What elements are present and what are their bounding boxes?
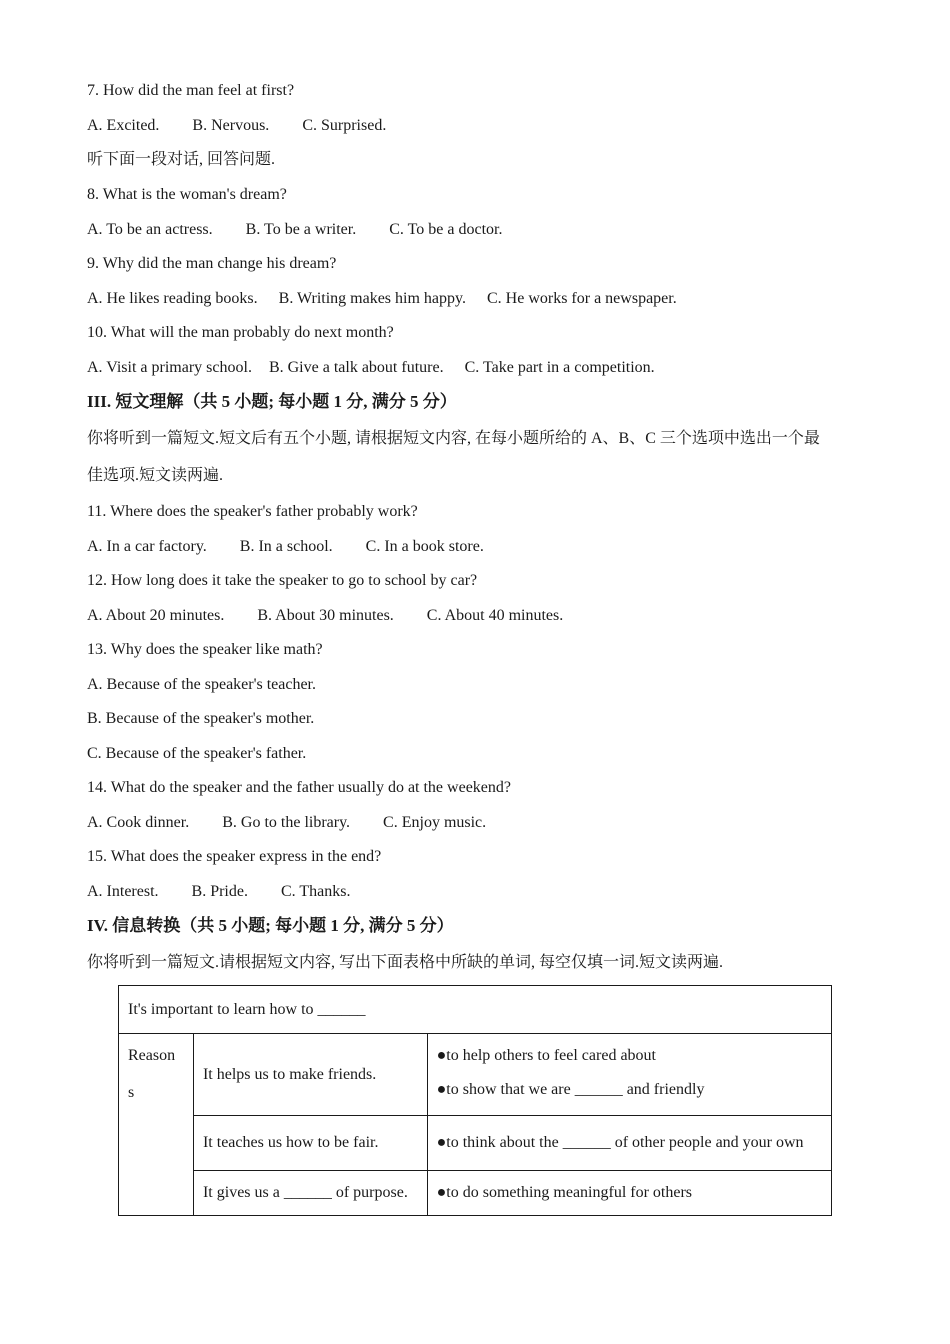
option-b: B. Go to the library. xyxy=(222,814,351,831)
question-10-stem: 10. What will the man probably do next month? xyxy=(87,324,394,341)
table-row xyxy=(119,1171,832,1216)
question-12-options xyxy=(87,606,563,626)
reasons-label-cell xyxy=(119,1034,194,1216)
question-15-stem: 15. What does the speaker express in the end? xyxy=(87,848,382,865)
section-4-instruction: 你将听到一篇短文.请根据短文内容, 写出下面表格中所缺的单词, 每空仅填一词.短文读两遍. xyxy=(87,954,724,971)
question-9-stem: 9. Why did the man change his dream? xyxy=(87,255,337,272)
option-a: A. Cook dinner. xyxy=(87,814,190,831)
option-c: C. Surprised. xyxy=(302,117,387,134)
option-a: A. In a car factory. xyxy=(87,538,207,555)
question-14-options xyxy=(87,813,486,833)
dialog-instruction: 听下面一段对话, 回答问题. xyxy=(87,151,276,168)
reason-cell: It helps us to make friends. xyxy=(193,1034,427,1116)
option-c: C. Enjoy music. xyxy=(383,814,487,831)
section-3-heading: III. 短文理解（共 5 小题; 每小题 1 分, 满分 5 分） xyxy=(87,392,457,411)
option-b: B. About 30 minutes. xyxy=(257,607,394,624)
question-13-option-b: B. Because of the speaker's mother. xyxy=(87,710,315,727)
option-b: B. Writing makes him happy. xyxy=(278,290,466,307)
option-c: C. Take part in a competition. xyxy=(464,359,655,376)
detail-cell xyxy=(427,1171,831,1216)
option-a: A. Excited. xyxy=(87,117,160,134)
option-b: B. In a school. xyxy=(239,538,333,555)
question-15-options xyxy=(87,882,350,902)
table-row xyxy=(119,1116,832,1171)
detail-line: ●to think about the ______ of other people and your own xyxy=(436,1134,804,1151)
table-header-row xyxy=(119,986,832,1034)
section-4-heading: IV. 信息转换（共 5 小题; 每小题 1 分, 满分 5 分） xyxy=(87,916,454,935)
question-13-stem: 13. Why does the speaker like math? xyxy=(87,641,323,658)
question-14-stem: 14. What do the speaker and the father usually do at the weekend? xyxy=(87,779,511,796)
question-13-option-c: C. Because of the speaker's father. xyxy=(87,745,307,762)
section-3-instruction-line2: 佳选项.短文读两遍. xyxy=(87,467,224,484)
table-row xyxy=(119,1034,832,1116)
option-a: A. Interest. xyxy=(87,883,159,900)
reasons-label-line2: s xyxy=(128,1084,135,1101)
reason-cell: It teaches us how to be fair. xyxy=(193,1116,427,1171)
option-a: A. To be an actress. xyxy=(87,221,213,238)
option-c: C. He works for a newspaper. xyxy=(486,290,677,307)
question-10-options xyxy=(87,358,655,378)
question-9-options xyxy=(87,289,677,309)
question-11-stem: 11. Where does the speaker's father probably work? xyxy=(87,503,418,520)
option-a: A. Visit a primary school. xyxy=(87,359,252,376)
option-a: A. He likes reading books. xyxy=(87,290,258,307)
detail-cell xyxy=(427,1034,831,1116)
section-3-instruction-line1: 你将听到一篇短文.短文后有五个小题, 请根据短文内容, 在每小题所给的 A、B、C 三个选项中选出一个最 xyxy=(87,430,820,447)
option-c: C. In a book store. xyxy=(365,538,484,555)
option-c: C. To be a doctor. xyxy=(389,221,503,238)
option-c: C. Thanks. xyxy=(280,883,351,900)
option-a: A. About 20 minutes. xyxy=(87,607,225,624)
question-12-stem: 12. How long does it take the speaker to go to school by car? xyxy=(87,572,478,589)
question-8-stem: 8. What is the woman's dream? xyxy=(87,186,287,203)
reasons-label-line1: Reason xyxy=(128,1047,176,1064)
option-b: B. Nervous. xyxy=(192,117,270,134)
question-7-options xyxy=(87,116,386,136)
information-table xyxy=(118,985,832,1216)
detail-line: ●to show that we are ______ and friendly xyxy=(436,1081,705,1098)
option-b: B. To be a writer. xyxy=(245,221,357,238)
option-c: C. About 40 minutes. xyxy=(426,607,564,624)
detail-cell xyxy=(427,1116,831,1171)
question-7-stem: 7. How did the man feel at first? xyxy=(87,82,295,99)
detail-line: ●to help others to feel cared about xyxy=(436,1047,656,1064)
option-b: B. Pride. xyxy=(191,883,248,900)
question-13-option-a: A. Because of the speaker's teacher. xyxy=(87,676,316,693)
table-header-cell: It's important to learn how to ______ xyxy=(119,986,832,1034)
question-8-options xyxy=(87,220,502,240)
reason-cell: It gives us a ______ of purpose. xyxy=(193,1171,427,1216)
question-11-options xyxy=(87,537,484,557)
option-b: B. Give a talk about future. xyxy=(268,359,444,376)
detail-line: ●to do something meaningful for others xyxy=(436,1184,693,1201)
